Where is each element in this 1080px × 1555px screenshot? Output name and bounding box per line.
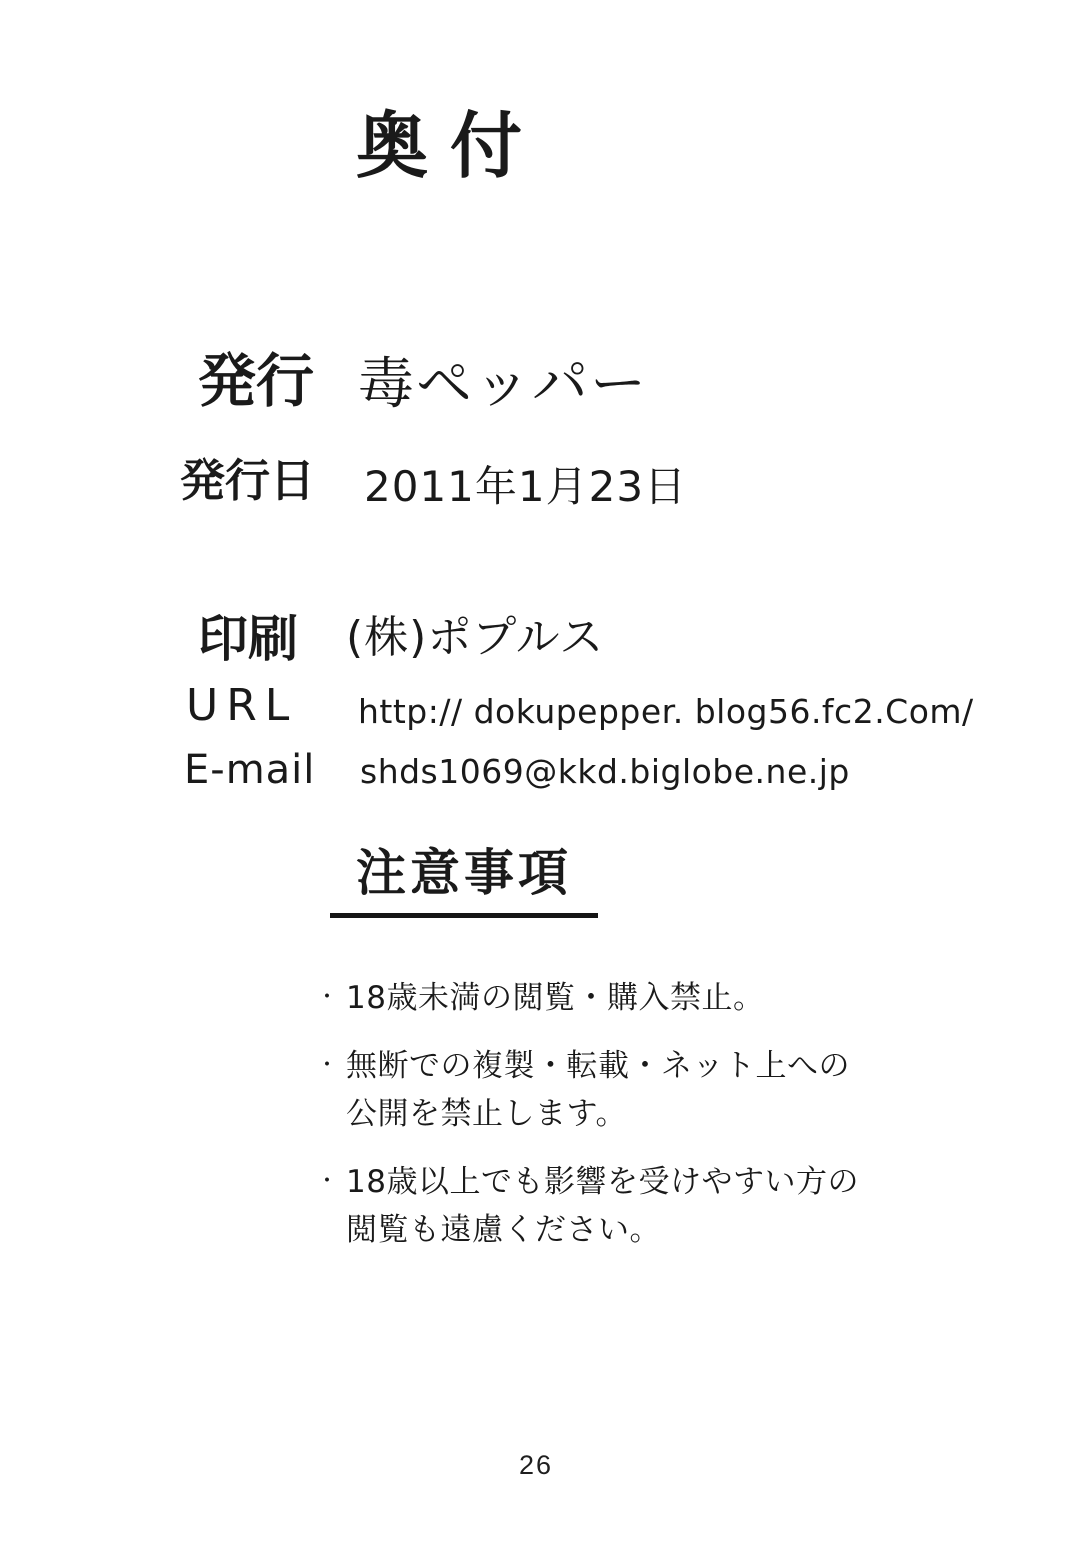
bullet-marker: ・ bbox=[316, 1169, 339, 1194]
bullet-marker: ・ bbox=[316, 985, 339, 1010]
notice-item-text bbox=[346, 974, 916, 1022]
notice-line: 18歳以上でも影響を受けやすい方の bbox=[346, 1164, 859, 1200]
email-label: E-mail bbox=[184, 747, 316, 793]
notice-line: 18歳未満の閲覧・購入禁止。 bbox=[346, 980, 765, 1016]
email-value: shds1069@kkd.biglobe.ne.jp bbox=[360, 752, 850, 791]
bullet-marker: ・ bbox=[316, 1053, 339, 1078]
notice-item bbox=[316, 1158, 916, 1254]
notice-item bbox=[316, 1042, 916, 1138]
notice-line: 公開を禁止します。 bbox=[346, 1096, 628, 1132]
notice-item-text bbox=[346, 1042, 916, 1138]
notice-line: 無断での複製・転載・ネット上への bbox=[346, 1048, 850, 1084]
printer-value: (株)ポプルス bbox=[346, 612, 605, 663]
notice-heading: 注意事項 bbox=[330, 846, 598, 918]
publisher-value: 毒ペッパー bbox=[358, 352, 648, 417]
page-title: 奥付 bbox=[356, 104, 545, 188]
notice-line: 閲覧も遠慮ください。 bbox=[346, 1212, 661, 1248]
notice-item bbox=[316, 974, 916, 1022]
printer-label: 印刷 bbox=[198, 610, 298, 668]
publication-date-value: 2011年1月23日 bbox=[364, 462, 688, 511]
notice-list bbox=[316, 974, 916, 1274]
notice-item-text bbox=[346, 1158, 916, 1254]
page-number: 26 bbox=[519, 1450, 554, 1480]
url-value: http:// dokupepper. blog56.fc2.Com/ bbox=[358, 692, 974, 731]
publication-date-label: 発行日 bbox=[180, 454, 316, 507]
publisher-label: 発行 bbox=[198, 347, 315, 415]
url-label: URL bbox=[186, 680, 298, 731]
